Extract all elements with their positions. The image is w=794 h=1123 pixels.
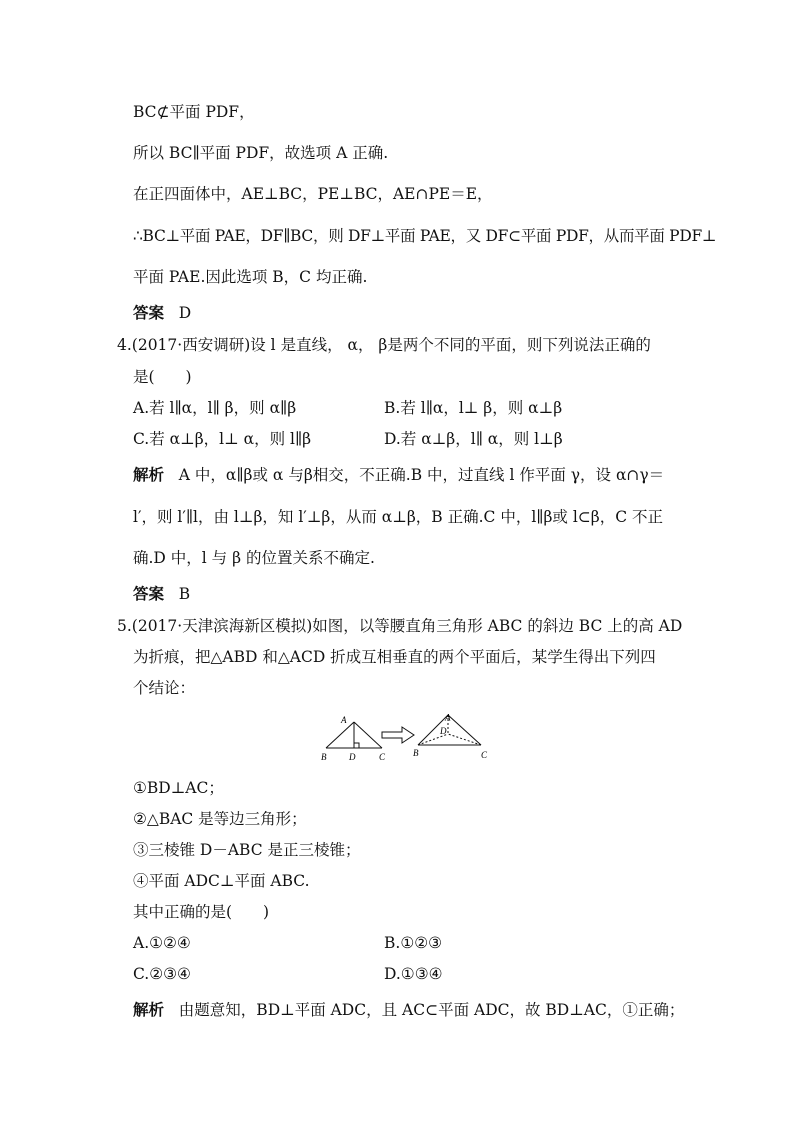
flat-triangle — [326, 722, 382, 748]
conclusion-item: ①BD⊥AC； — [133, 779, 224, 797]
label-c: C — [481, 750, 488, 760]
question-stem: 5.(2017·天津滨海新区模拟)如图，以等腰直角三角形 ABC 的斜边 BC 上的高 AD — [117, 617, 683, 635]
question-stem: 4.(2017·西安调研)设 l 是直线， α， β是两个不同的平面，则下列说法正确的 — [117, 336, 651, 354]
analysis-line — [133, 465, 664, 485]
solution-line: 所以 BC∥平面 PDF，故选项 A 正确. — [133, 144, 389, 162]
label-a: A — [341, 715, 347, 725]
option-b: B.若 l∥α，l⊥ β，则 α⊥β — [384, 399, 563, 417]
answer-value: B — [178, 585, 191, 603]
analysis-line — [133, 1000, 684, 1020]
option-d: D.若 α⊥β，l∥ α，则 l⊥β — [384, 430, 563, 448]
solution-line: BC⊄平面 PDF， — [133, 103, 255, 121]
conclusion-item: ②△BAC 是等边三角形； — [133, 810, 307, 828]
conclusion-item: ③三棱锥 D－ABC 是正三棱锥； — [133, 841, 361, 859]
solution-line: 平面 PAE.因此选项 B，C 均正确. — [133, 268, 368, 286]
option-c: C.②③④ — [133, 965, 191, 983]
analysis-label: 解析 — [133, 1000, 165, 1019]
answer-line — [133, 584, 190, 604]
question-stem: 为折痕，把△ABD 和△ACD 折成互相垂直的两个平面后，某学生得出下列四 — [133, 648, 656, 666]
label-d: D — [349, 752, 356, 762]
analysis-text: A 中，α∥β或 α 与β相交，不正确.B 中，过直线 l 作平面 γ，设 α∩γ＝ — [178, 466, 665, 484]
option-a: A.①②④ — [133, 934, 191, 952]
answer-value: D — [178, 304, 192, 322]
label-a: A — [445, 712, 451, 723]
option-a: A.若 l∥α，l∥ β，则 α∥β — [133, 399, 297, 417]
answer-label: 答案 — [133, 303, 165, 322]
answer-line — [133, 303, 191, 323]
label-d: D — [440, 726, 447, 736]
question-stem: 是( ) — [133, 368, 192, 386]
analysis-line: 确.D 中，l 与 β 的位置关系不确定. — [133, 549, 375, 567]
label-b: B — [413, 748, 419, 758]
analysis-text: 由题意知，BD⊥平面 ADC，且 AC⊂平面 ADC，故 BD⊥AC，①正确； — [178, 1001, 685, 1019]
fold-arrow — [382, 727, 414, 743]
analysis-line: l′，则 l′∥l，由 l⊥β，知 l′⊥β，从而 α⊥β，B 正确.C 中，l∥β或 l⊂β，C 不正 — [133, 508, 664, 526]
question-prompt: 其中正确的是( ) — [133, 903, 270, 921]
conclusion-item: ④平面 ADC⊥平面 ABC. — [133, 872, 310, 890]
question-stem: 个结论： — [133, 679, 196, 697]
solution-line: 在正四面体中，AE⊥BC，PE⊥BC，AE∩PE＝E， — [133, 185, 493, 203]
answer-label: 答案 — [133, 584, 165, 603]
label-b: B — [321, 752, 327, 762]
analysis-label: 解析 — [133, 465, 165, 484]
solution-line: ∴BC⊥平面 PAE，DF∥BC，则 DF⊥平面 PAE，又 DF⊂平面 PDF，从而平面 PDF⊥ — [133, 227, 717, 245]
option-c: C.若 α⊥β，l⊥ α，则 l∥β — [133, 430, 312, 448]
option-d: D.①③④ — [384, 965, 443, 983]
label-c: C — [379, 752, 386, 762]
folding-figure — [318, 712, 498, 768]
option-b: B.①②③ — [384, 934, 443, 952]
